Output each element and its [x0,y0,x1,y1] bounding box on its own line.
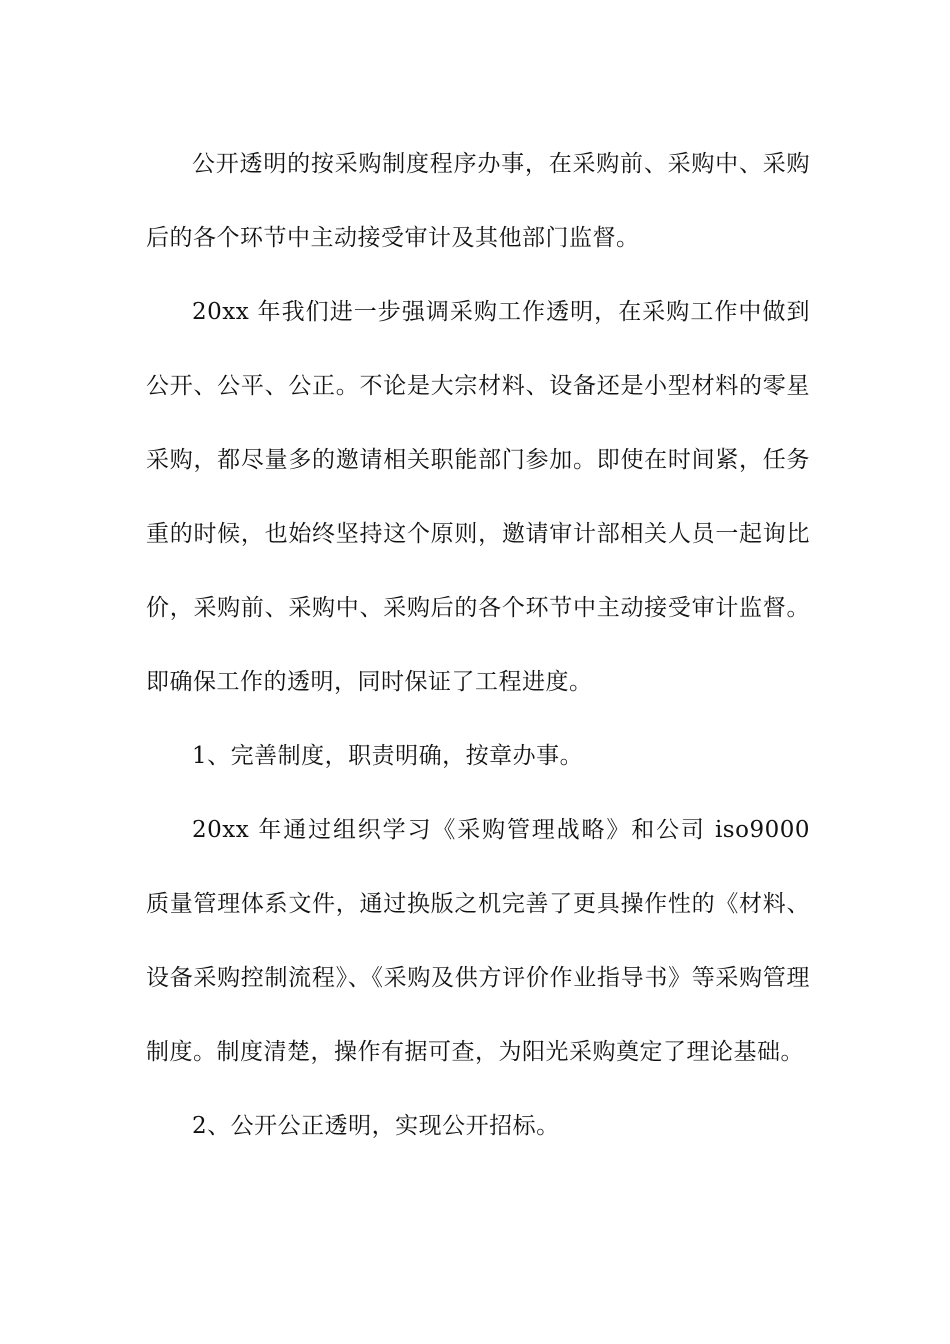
document-body [146,127,810,1163]
paragraph-3-heading: 1、完善制度，职责明确，按章办事。 [192,743,584,769]
paragraph-1: 公开透明的按采购制度程序办事，在采购前、采购中、采购后的各个环节中主动接受审计及其他部门监督。 [146,151,810,251]
paragraph-2: 20xx 年我们进一步强调采购工作透明，在采购工作中做到公开、公平、公正。不论是大宗材料、设备还是小型材料的零星采购，都尽量多的邀请相关职能部门参加。即使在时间紧，任务重的时候，也始终坚持这个原则，邀请审计部相关人员一起询比价，采购前、采购中、采购后的各个环节中主动接受审计监督。即确保工作的透明，同时保证了工程进度。 [146,299,810,695]
paragraph-4: 20xx 年通过组织学习《采购管理战略》和公司 iso9000 质量管理体系文件，通过换版之机完善了更具操作性的《材料、设备采购控制流程》、《采购及供方评价作业指导书》等采购管理制度。制度清楚，操作有据可查，为阳光采购奠定了理论基础。 [146,817,810,1065]
paragraph-5-heading: 2、公开公正透明，实现公开招标。 [192,1113,560,1139]
